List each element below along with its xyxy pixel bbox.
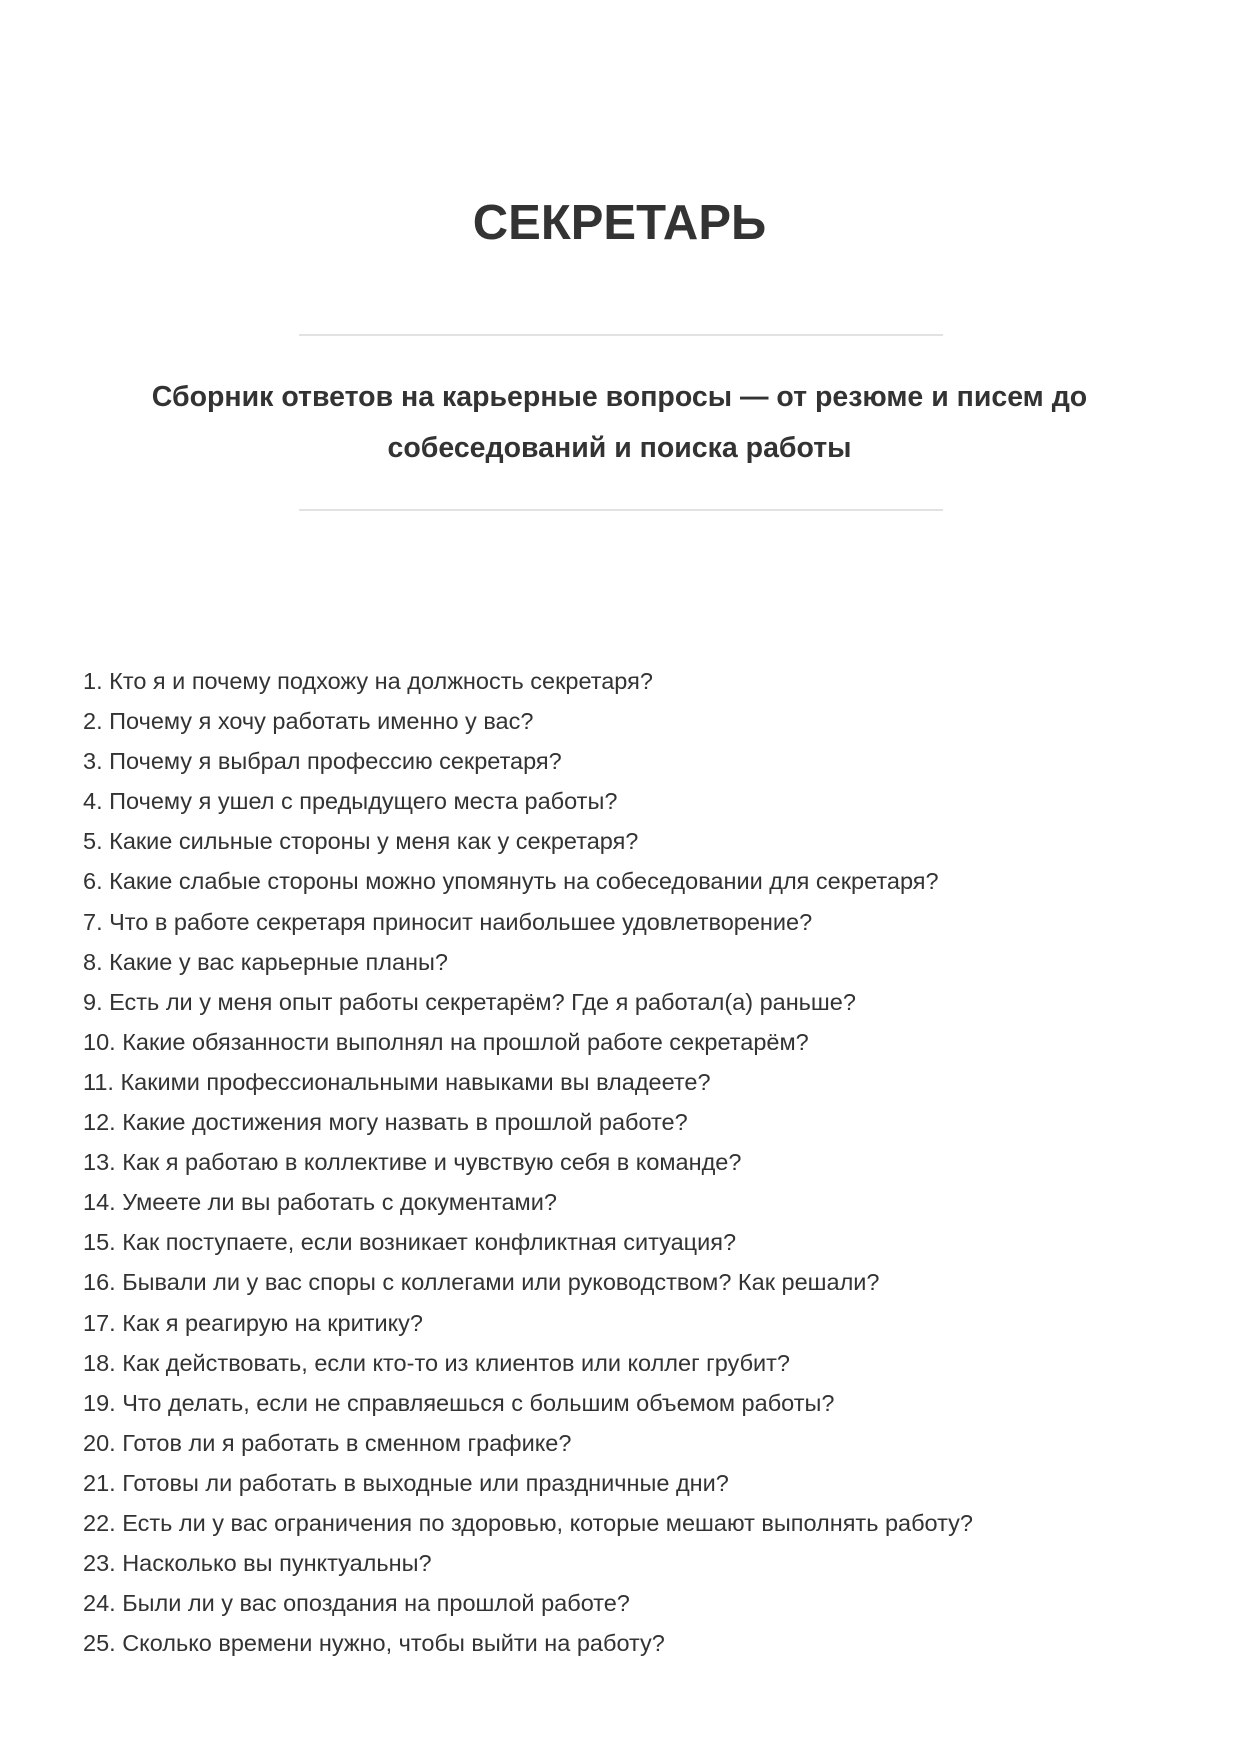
page-title: СЕКРЕТАРЬ (472, 196, 767, 250)
list-item: 13. Как я работаю в коллективе и чувствую себя в команде? (83, 1149, 742, 1176)
list-item: 9. Есть ли у меня опыт работы секретарём? Где я работал(а) раньше? (83, 988, 856, 1015)
list-item: 5. Какие сильные стороны у меня как у секретаря? (83, 828, 639, 855)
list-item: 23. Насколько вы пунктуальны? (83, 1550, 432, 1577)
list-item: 18. Как действовать, если кто-то из клиентов или коллег грубит? (83, 1349, 790, 1376)
list-item: 20. Готов ли я работать в сменном графике? (83, 1429, 572, 1456)
list-item: 24. Были ли у вас опоздания на прошлой работе? (83, 1590, 630, 1617)
list-item: 12. Какие достижения могу назвать в прошлой работе? (83, 1109, 688, 1136)
list-item: 19. Что делать, если не справляешься с большим объемом работы? (83, 1389, 835, 1416)
list-item: 11. Какими профессиональными навыками вы владеете? (83, 1068, 711, 1095)
list-item: 2. Почему я хочу работать именно у вас? (83, 708, 534, 735)
list-item: 21. Готовы ли работать в выходные или праздничные дни? (83, 1469, 729, 1496)
list-item: 7. Что в работе секретаря приносит наибольшее удовлетворение? (83, 908, 813, 935)
divider-top (299, 334, 943, 336)
page-subtitle: Сборник ответов на карьерные вопросы — от резюме и писем до собеседований и поиска работы (151, 381, 1088, 464)
list-item: 22. Есть ли у вас ограничения по здоровью, которые мешают выполнять работу? (83, 1509, 973, 1536)
list-item: 1. Кто я и почему подхожу на должность секретаря? (83, 668, 653, 694)
question-list (83, 661, 1183, 1663)
list-item: 10. Какие обязанности выполнял на прошлой работе секретарём? (83, 1028, 809, 1055)
list-item: 6. Какие слабые стороны можно упомянуть на собеседовании для секретаря? (83, 868, 939, 895)
list-item: 4. Почему я ушел с предыдущего места работы? (83, 788, 618, 815)
list-item: 3. Почему я выбрал профессию секретаря? (83, 748, 562, 775)
list-item: 8. Какие у вас карьерные планы? (83, 948, 448, 975)
divider-bottom (299, 509, 943, 511)
list-item: 16. Бывали ли у вас споры с коллегами или руководством? Как решали? (83, 1269, 880, 1296)
list-item: 14. Умеете ли вы работать с документами? (83, 1189, 557, 1216)
list-item: 15. Как поступаете, если возникает конфликтная ситуация? (83, 1229, 737, 1256)
list-item: 25. Сколько времени нужно, чтобы выйти на работу? (83, 1630, 665, 1657)
list-item: 17. Как я реагирую на критику? (83, 1309, 423, 1336)
